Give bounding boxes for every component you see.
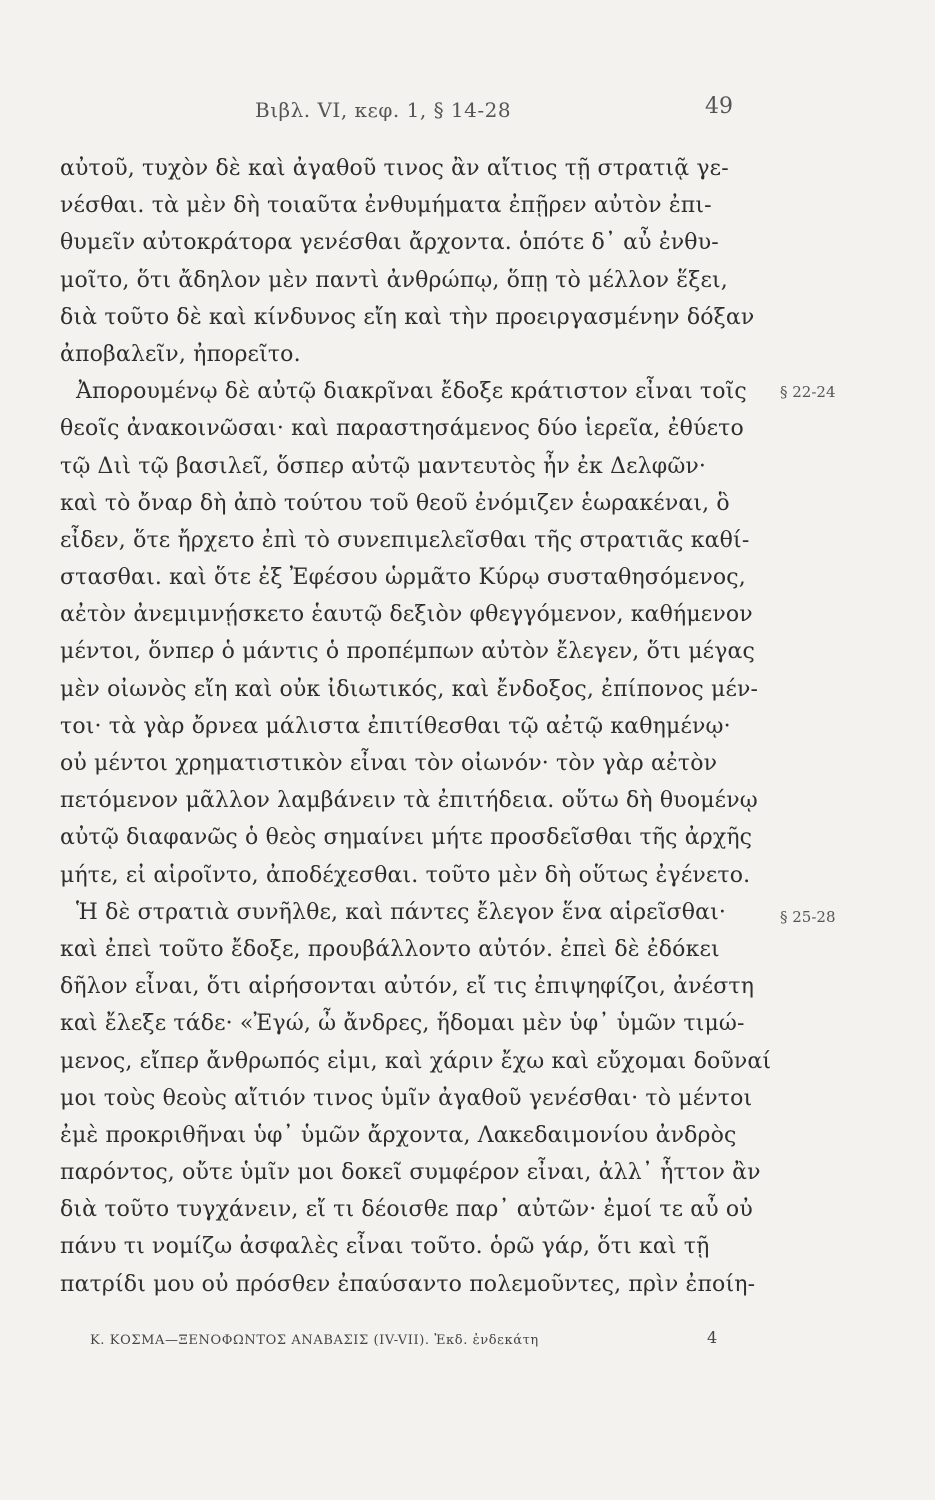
text-line: αὐτῷ διαφανῶς ὁ θεὸς σημαίνει μήτε προσδεῖσθαι τῆς ἀρχῆς [60, 825, 753, 851]
paragraph-start-line: Ἀπορουμένῳ δὲ αὐτῷ διακρῖναι ἔδοξε κράτιστον εἶναι τοῖς [76, 379, 747, 405]
text-line: διὰ τοῦτο δὲ καὶ κίνδυνος εἴη καὶ τὴν προειργασμένην δόξαν [60, 304, 755, 330]
text-line: οὐ μέντοι χρηματιστικὸν εἶναι τὸν οἰωνόν· τὸν γὰρ αἐτὸν [60, 751, 718, 776]
footer-text: Κ. ΚΟΣΜΑ—ΞΕΝΟΦΩΝΤΟΣ ΑΝΑΒΑΣΙΣ (IV-VII). Ἐκδ. ἐνδεκάτη [90, 1333, 539, 1348]
text-line: μοῖτο, ὅτι ἄδηλον μὲν παντὶ ἀνθρώπῳ, ὅπῃ τὸ μέλλον ἕξει, [60, 267, 728, 293]
text-line: καὶ τὸ ὄναρ δὴ ἀπὸ τούτου τοῦ θεοῦ ἐνόμιζεν ἑωρακέναι, ὃ [60, 490, 730, 516]
text-body [60, 150, 770, 1303]
text-line: τοι· τὰ γὰρ ὄρνεα μάλιστα ἐπιτίθεσθαι τῷ αἐτῷ καθημένῳ· [60, 713, 731, 739]
page-number: 49 [705, 94, 733, 119]
text-line: μέντοι, ὅνπερ ὁ μάντις ὁ προπέμπων αὐτὸν ἔλεγεν, ὅτι μέγας [60, 639, 755, 665]
text-line: αὐτοῦ, τυχὸν δὲ καὶ ἀγαθοῦ τινος ἂν αἴτιος τῇ στρατιᾷ γε- [60, 156, 729, 181]
page-footer [90, 1328, 740, 1358]
text-line: διὰ τοῦτο τυγχάνειν, εἴ τι δέοισθε παρ᾽ αὐτῶν· ἐμοί τε αὖ οὐ [60, 1197, 753, 1223]
text-line: αἐτὸν ἀνεμιμνῄσκετο ἑαυτῷ δεξιὸν φθεγγόμενον, καθήμενον [60, 602, 753, 628]
signature-mark: 4 [707, 1328, 718, 1347]
text-line: τῷ Διὶ τῷ βασιλεῖ, ὅσπερ αὐτῷ μαντευτὸς ἦν ἐκ Δελφῶν· [60, 453, 707, 479]
text-line: ἐμὲ προκριθῆναι ὑφ᾽ ὑμῶν ἄρχοντα, Λακεδαιμονίου ἀνδρὸς [60, 1122, 737, 1148]
text-line: θυμεῖν αὐτοκράτορα γενέσθαι ἄρχοντα. ὁπότε δ᾽ αὖ ἐνθυ- [60, 230, 719, 256]
text-line: πατρίδι μου οὐ πρόσθεν ἐπαύσαντο πολεμοῦντες, πρὶν ἐποίη- [60, 1271, 756, 1297]
text-line: πετόμενον μᾶλλον λαμβάνειν τὰ ἐπιτήδεια. οὕτω δὴ θυομένῳ [60, 788, 758, 814]
text-line: νέσθαι. τὰ μὲν δὴ τοιαῦτα ἐνθυμήματα ἐπῇρεν αὐτὸν ἐπι- [60, 193, 712, 219]
section-margin-note: § 22-24 [780, 383, 836, 401]
text-line: στασθαι. καὶ ὅτε ἐξ Ἐφέσου ὡρμᾶτο Κύρῳ συσταθησόμενος, [60, 565, 746, 591]
text-line: μοι τοὺς θεοὺς αἴτιόν τινος ὑμῖν ἀγαθοῦ γενέσθαι· τὸ μέντοι [60, 1085, 753, 1111]
text-line: εἶδεν, ὅτε ἤρχετο ἐπὶ τὸ συνεπιμελεῖσθαι τῆς στρατιᾶς καθί- [60, 527, 750, 553]
section-margin-note: § 25-28 [780, 908, 836, 926]
text-line: μὲν οἰωνὸς εἴη καὶ οὐκ ἰδιωτικός, καὶ ἔνδοξος, ἐπίπονος μέν- [60, 676, 759, 702]
text-line: δῆλον εἶναι, ὅτι αἱρήσονται αὐτόν, εἴ τις ἐπιψηφίζοι, ἀνέστη [60, 974, 755, 1000]
text-line: ἀποβαλεῖν, ἠπορεῖτο. [60, 341, 301, 367]
text-line: μενος, εἴπερ ἄνθρωπός εἰμι, καὶ χάριν ἔχω καὶ εὔχομαι δοῦναί [60, 1048, 772, 1074]
text-line: παρόντος, οὔτε ὑμῖν μοι δοκεῖ συμφέρον εἶναι, ἀλλ᾽ ἧττον ἂν [60, 1160, 761, 1186]
text-line: θεοῖς ἀνακοινῶσαι· καὶ παραστησάμενος δύο ἱερεῖα, ἐθύετο [60, 416, 744, 442]
text-line: καὶ ἔλεξε τάδε· «Ἐγώ, ὦ ἄνδρες, ἥδομαι μὲν ὑφ᾽ ὑμῶν τιμώ- [60, 1011, 745, 1037]
running-header [0, 90, 935, 130]
text-line: καὶ ἐπεὶ τοῦτο ἔδοξε, προυβάλλοντο αὐτόν. ἐπεὶ δὲ ἐδόκει [60, 936, 720, 962]
running-title: Βιβλ. VI, κεφ. 1, § 14-28 [255, 98, 512, 122]
text-line: πάνυ τι νομίζω ἀσφαλὲς εἶναι τοῦτο. ὁρῶ γάρ, ὅτι καὶ τῇ [60, 1234, 710, 1260]
text-line: μήτε, εἰ αἱροῖντο, ἀποδέχεσθαι. τοῦτο μὲν δὴ οὕτως ἐγένετο. [60, 862, 751, 888]
paragraph-start-line: Ἡ δὲ στρατιὰ συνῆλθε, καὶ πάντες ἔλεγον ἕνα αἱρεῖσθαι· [76, 899, 727, 925]
